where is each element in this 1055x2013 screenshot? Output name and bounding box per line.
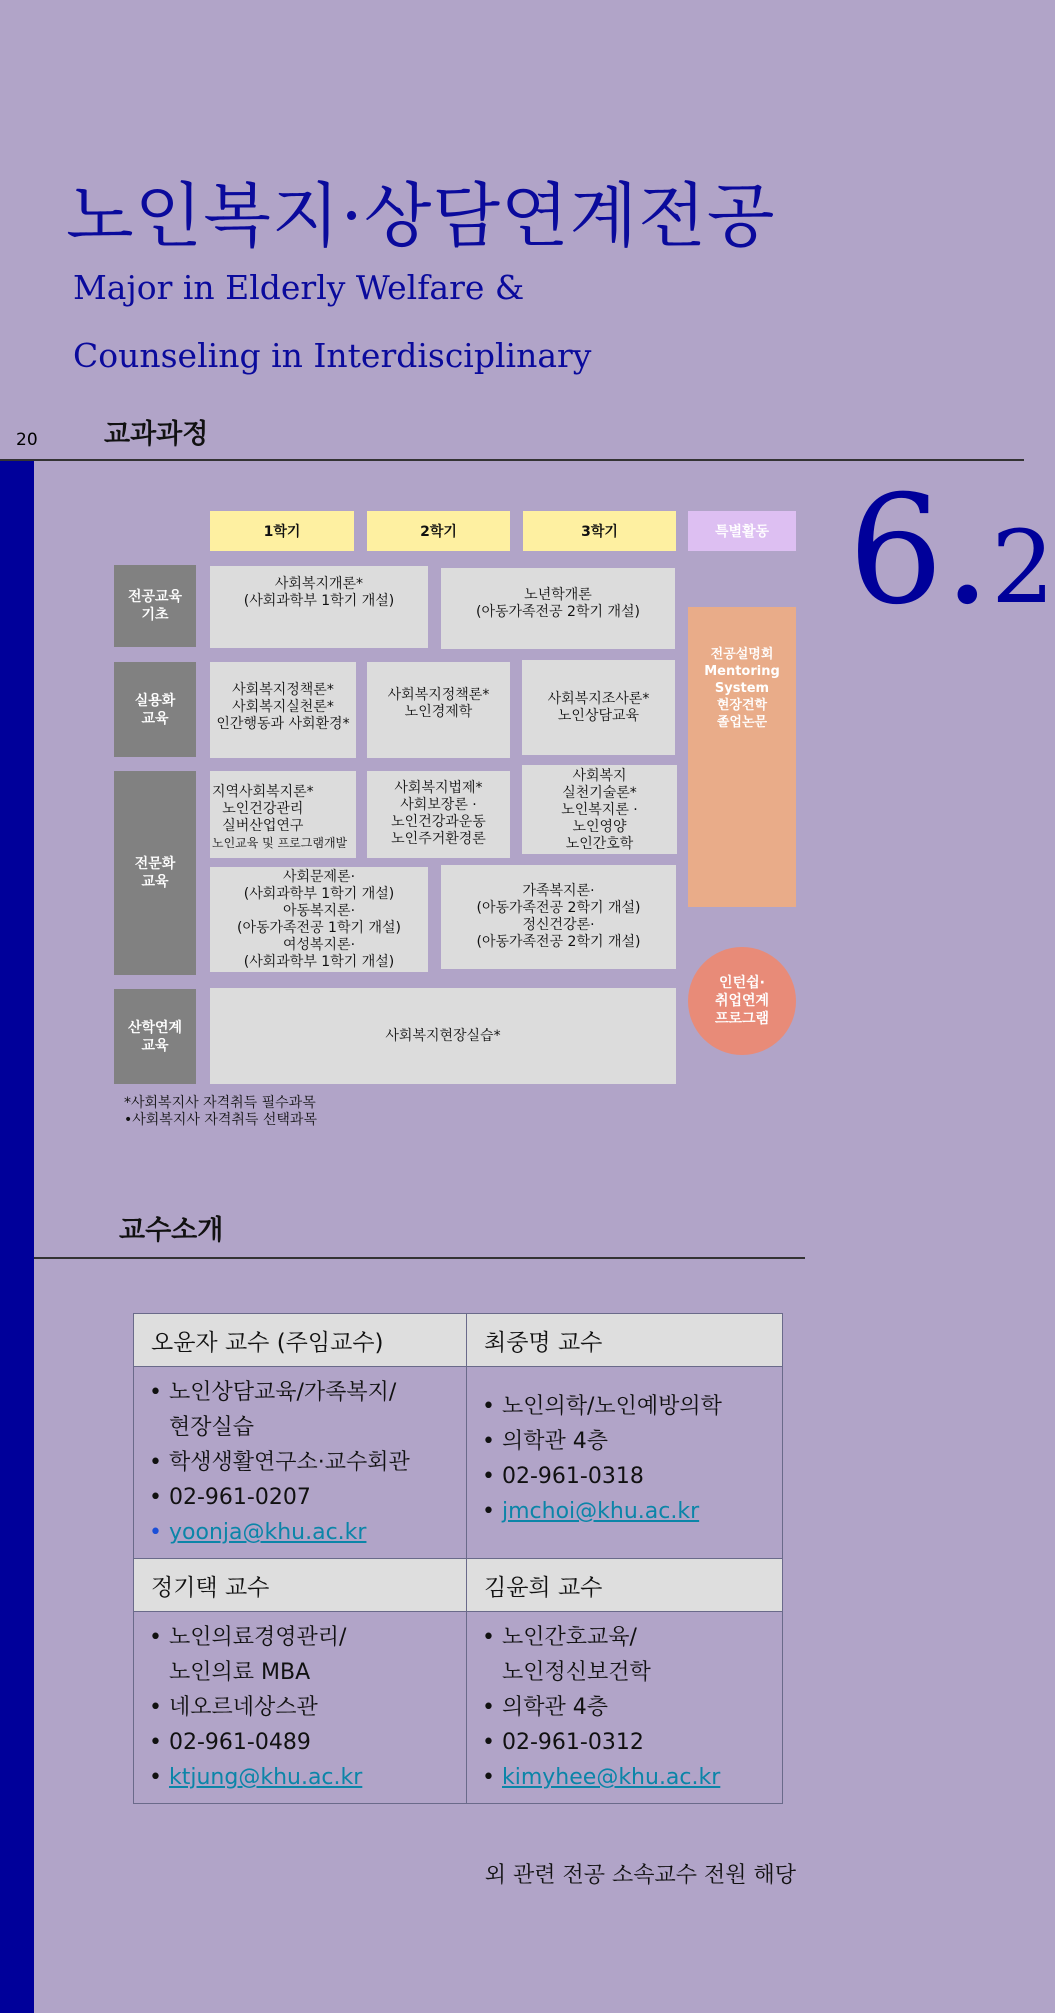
internship-circle: 인턴쉽· 취업연계 프로그램 xyxy=(688,947,796,1055)
email-link[interactable]: yoonja@khu.ac.kr xyxy=(169,1520,367,1545)
email-item xyxy=(482,1760,774,1795)
page-number: 20 xyxy=(16,430,38,450)
faculty-divider xyxy=(34,1257,805,1259)
research-area: • 노인의료경영관리/ 노인의료 MBA xyxy=(149,1620,458,1690)
office-location: • 네오르네상스관 xyxy=(149,1690,458,1725)
phone-number: • 02-961-0207 xyxy=(149,1480,458,1515)
professor-info xyxy=(134,1367,467,1559)
professor-name: 김윤희 교수 xyxy=(467,1559,783,1612)
research-area: • 노인의학/노인예방의학 xyxy=(482,1389,774,1424)
research-area: • 노인간호교육/ 노인정신보건학 xyxy=(482,1620,774,1690)
course-box-basic-s1: 사회복지개론* (사회과학부 1학기 개설) xyxy=(210,566,428,648)
faculty-table xyxy=(133,1313,783,1804)
section-number-sub: 2 xyxy=(991,509,1055,626)
phone-number: • 02-961-0318 xyxy=(482,1459,774,1494)
professor-info xyxy=(134,1612,467,1804)
sidebar-accent-bar xyxy=(0,461,34,2013)
email-item xyxy=(482,1494,774,1529)
course-box-specialized-s3-a: 사회복지 실천기술론* 노인복지론 · 노인영양 노인간호학 xyxy=(522,765,677,854)
curriculum-heading: 교과과정 xyxy=(104,419,209,450)
email-link[interactable]: jmchoi@khu.ac.kr xyxy=(502,1499,700,1524)
course-box-specialized-s2-a: 사회복지법제* 사회보장론 · 노인건강과운동 노인주거환경론 xyxy=(367,771,510,858)
professor-name: 오윤자 교수 (주임교수) xyxy=(134,1314,467,1367)
email-link[interactable]: ktjung@khu.ac.kr xyxy=(169,1765,363,1790)
professor-name: 최중명 교수 xyxy=(467,1314,783,1367)
english-title-line-1: Major in Elderly Welfare & xyxy=(73,268,525,307)
english-title-line-2: Counseling in Interdisciplinary xyxy=(73,336,592,375)
faculty-heading: 교수소개 xyxy=(119,1215,224,1246)
professor-info xyxy=(467,1612,783,1804)
category-industry: 산학연계 교육 xyxy=(114,989,196,1084)
office-location: • 의학관 4층 xyxy=(482,1690,774,1725)
curriculum-divider xyxy=(0,459,1024,461)
course-list: 지역사회복지론* 노인건강관리 실버산업연구 xyxy=(212,784,314,834)
section-number xyxy=(848,464,1055,638)
course-box-practical-s1: 사회복지정책론* 사회복지실천론* 인간행동과 사회환경* xyxy=(210,662,356,758)
office-location: • 의학관 4층 xyxy=(482,1424,774,1459)
email-link[interactable]: kimyhee@khu.ac.kr xyxy=(502,1765,721,1790)
email-item xyxy=(149,1760,458,1795)
semester-1-header: 1학기 xyxy=(210,511,354,551)
category-practical: 실용화 교육 xyxy=(114,662,196,757)
page-title: 노인복지·상담연계전공 xyxy=(66,175,776,257)
phone-number: • 02-961-0312 xyxy=(482,1725,774,1760)
email-item xyxy=(149,1515,458,1550)
category-specialized: 전문화 교육 xyxy=(114,771,196,975)
semester-2-header: 2학기 xyxy=(367,511,510,551)
course-small-label: 노인교육 및 프로그램개발 xyxy=(212,836,348,850)
professor-info xyxy=(467,1367,783,1559)
special-activities-header: 특별활동 xyxy=(688,511,796,551)
section-number-main: 6. xyxy=(848,464,992,638)
course-box-practical-s2: 사회복지정책론* 노인경제학 xyxy=(367,662,510,758)
elective-course-note: •사회복지사 자격취득 선택과목 xyxy=(124,1112,317,1128)
required-course-note: *사회복지사 자격취득 필수과목 xyxy=(124,1095,316,1111)
professor-name: 정기택 교수 xyxy=(134,1559,467,1612)
phone-number: • 02-961-0489 xyxy=(149,1725,458,1760)
special-activities-box: 전공설명회 Mentoring System 현장견학 졸업논문 xyxy=(688,607,796,907)
course-box-industry: 사회복지현장실습* xyxy=(210,988,676,1084)
semester-3-header: 3학기 xyxy=(523,511,676,551)
course-box-specialized-s1-a xyxy=(210,771,356,858)
course-box-specialized-s1-b: 사회문제론· (사회과학부 1학기 개설) 아동복지론· (아동가족전공 1학기 개설) 여성복지론· (사회과학부 1학기 개설) xyxy=(210,867,428,972)
office-location: • 학생생활연구소·교수회관 xyxy=(149,1445,458,1480)
category-basic: 전공교육 기초 xyxy=(114,565,196,647)
course-box-basic-s23: 노년학개론 (아동가족전공 2학기 개설) xyxy=(441,568,675,649)
faculty-footer-note: 외 관련 전공 소속교수 전원 해당 xyxy=(484,1863,796,1888)
course-box-specialized-s23-b: 가족복지론· (아동가족전공 2학기 개설) 정신건강론· (아동가족전공 2학기 개설) xyxy=(441,865,676,969)
course-box-practical-s3: 사회복지조사론* 노인상담교육 xyxy=(522,660,675,755)
research-area: • 노인상담교육/가족복지/ 현장실습 xyxy=(149,1375,458,1445)
